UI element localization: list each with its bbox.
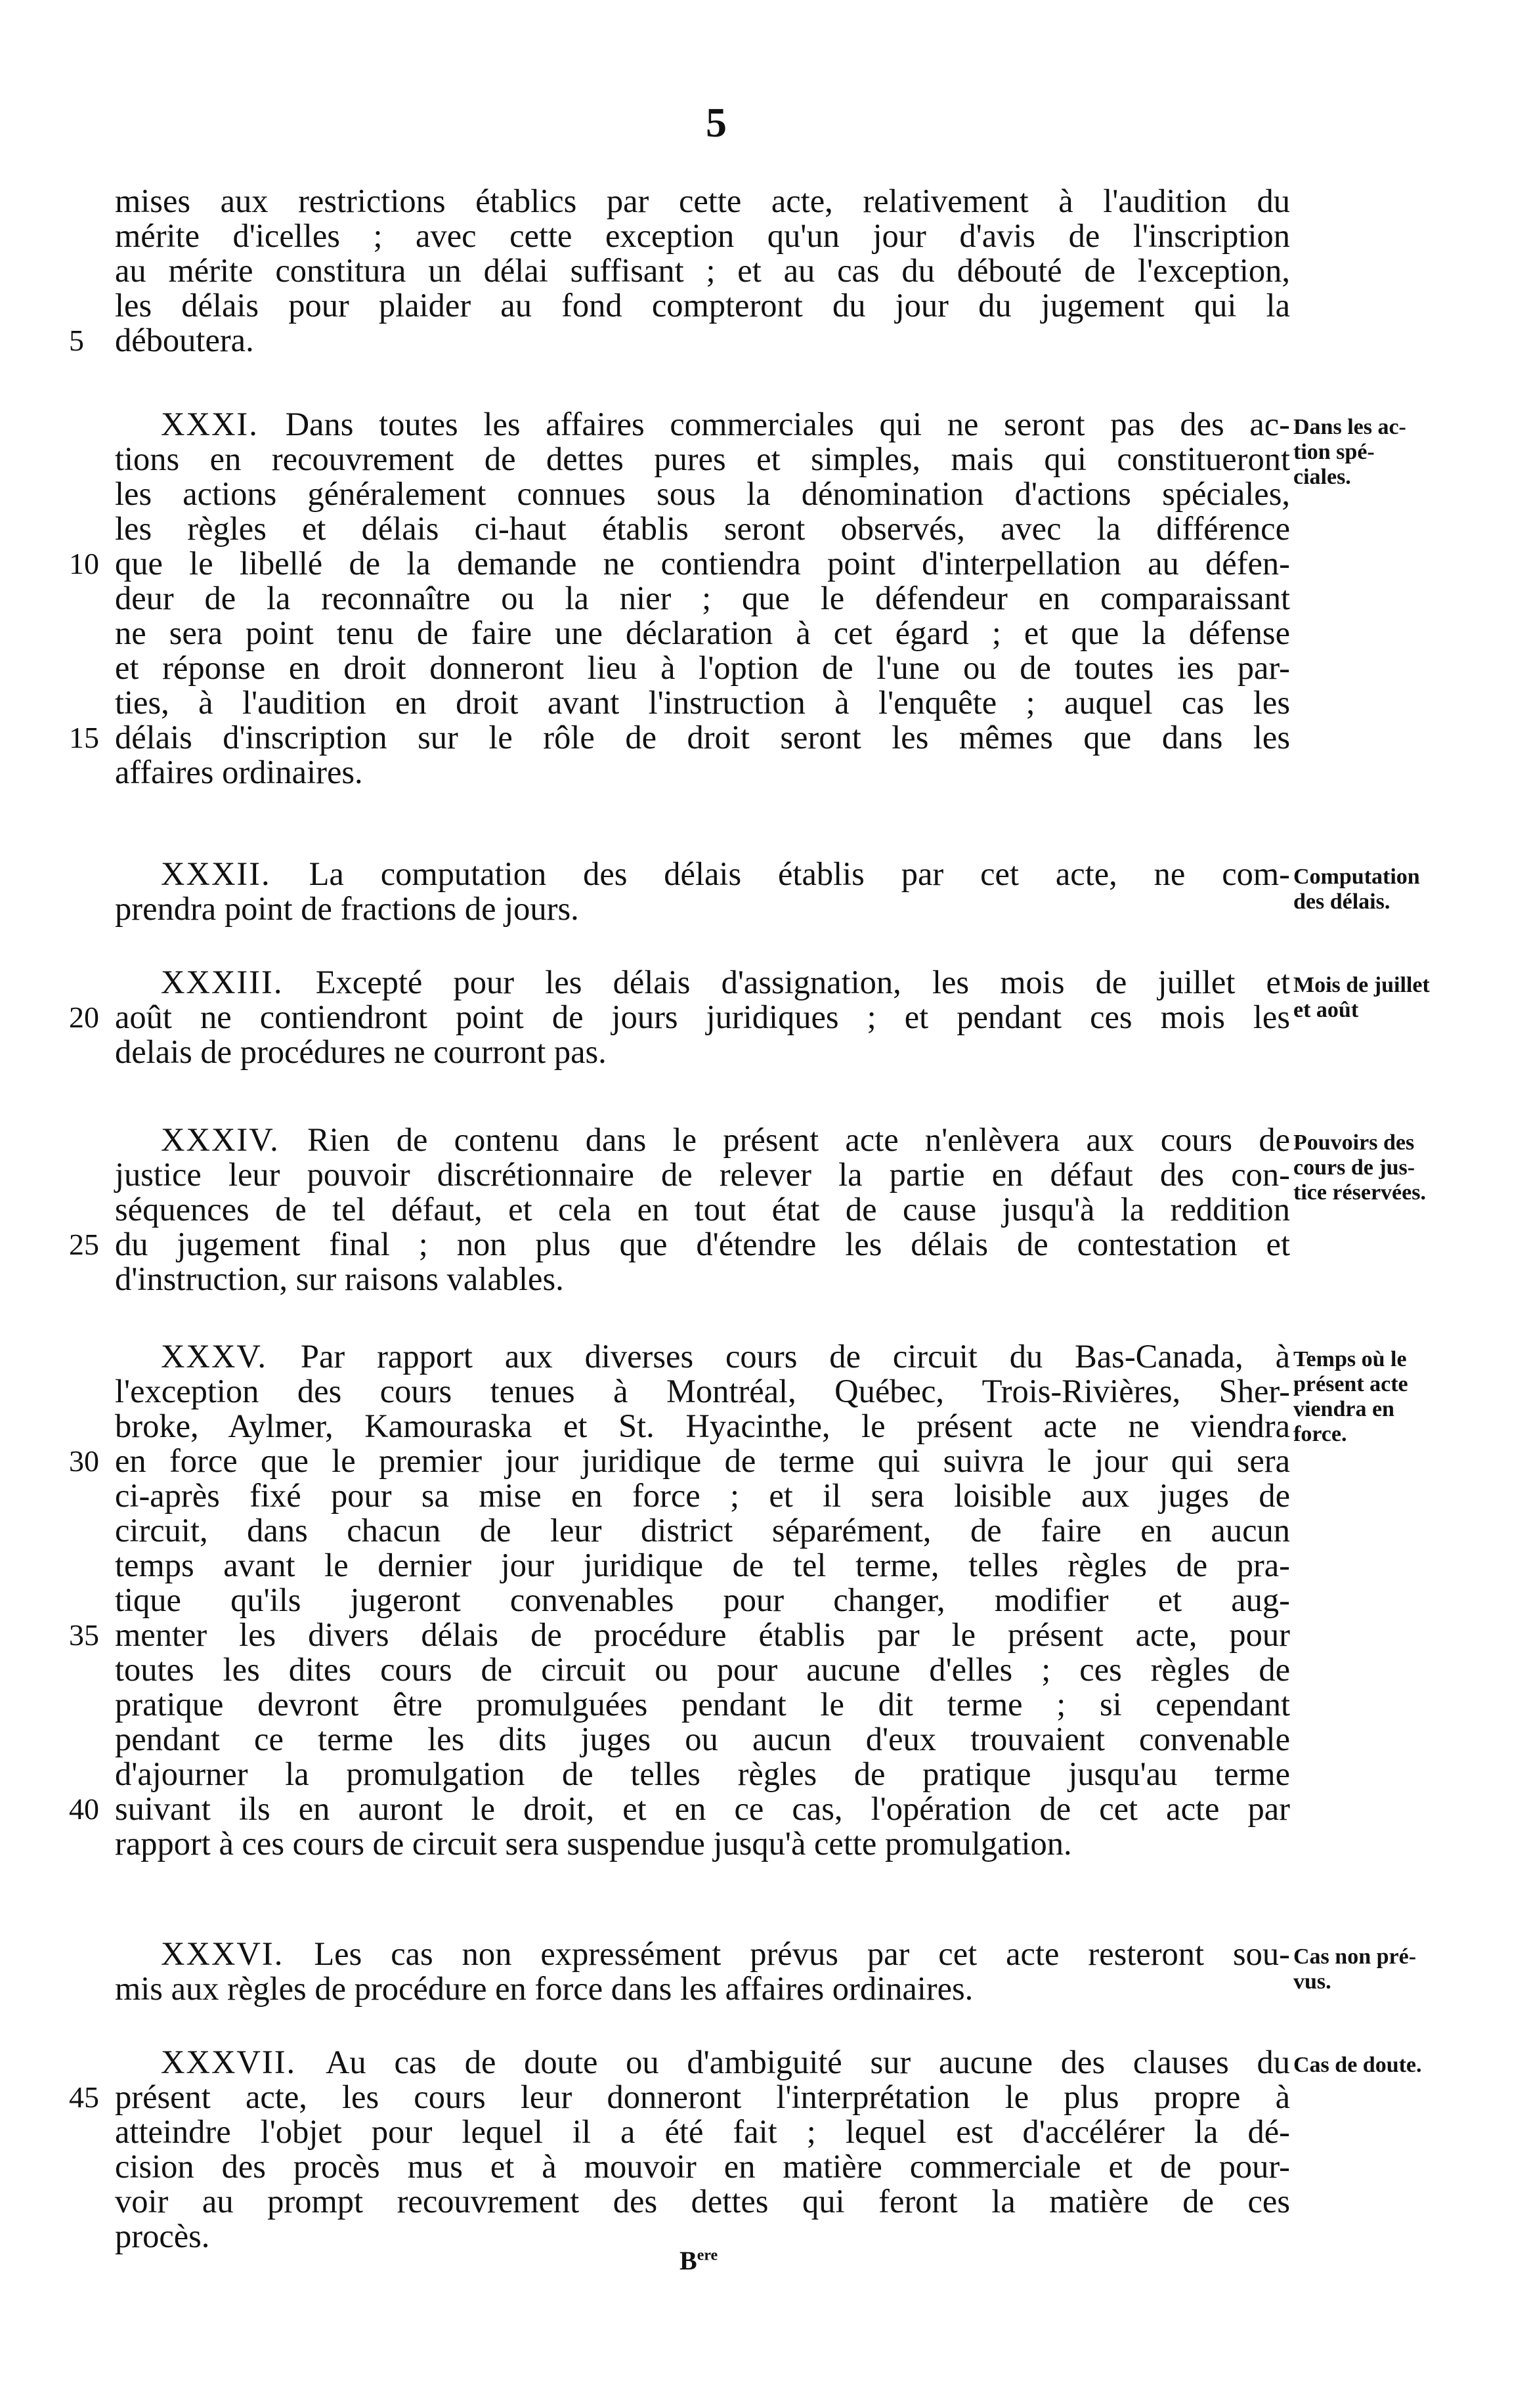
line-number: 25 — [69, 1228, 99, 1261]
margin-note-line: des délais. — [1293, 890, 1391, 914]
line-text: suivant ils en auront le droit, et en ce cas, l'opération de cet acte par — [115, 1790, 1290, 1827]
text-line — [115, 1757, 1290, 1792]
section-xxxvi — [115, 1937, 1290, 2006]
line-text: affaires ordinaires. — [115, 754, 363, 790]
margin-note-line: tion spé- — [1293, 440, 1375, 464]
text-line — [115, 755, 1290, 790]
line-number: 10 — [69, 547, 99, 580]
text-line — [69, 322, 1290, 358]
line-text: au mérite constitura un délai suffisant ; et au cas du débouté de l'exception, — [115, 252, 1290, 289]
margin-note-line: force. — [1293, 1422, 1347, 1446]
text-line — [115, 253, 1290, 288]
line-text: cision des procès mus et à mouvoir en matière commerciale et de pour- — [115, 2148, 1290, 2185]
section-xxxv — [69, 1338, 1291, 1862]
text-line — [115, 1722, 1290, 1757]
text-line — [115, 1652, 1290, 1687]
section-xxxii — [115, 857, 1290, 926]
margin-note-line: Dans les ac- — [1293, 415, 1406, 439]
margin-note-line: présent acte — [1293, 1372, 1408, 1396]
line-text: circuit, dans chacun de leur district séparément, de faire en aucun — [115, 1512, 1290, 1549]
text-line — [115, 1409, 1290, 1444]
margin-note-line: Cas de doute. — [1293, 2053, 1422, 2077]
section-cont — [69, 183, 1290, 358]
page-number: 5 — [706, 99, 727, 146]
margin-note-line: Pouvoirs des — [1293, 1130, 1415, 1155]
text-line — [69, 1226, 1290, 1262]
section-xxxi — [69, 406, 1291, 790]
margin-note-line: viendra en — [1293, 1397, 1394, 1421]
text-line — [115, 1035, 1290, 1069]
line-text: temps avant le dernier jour juridique de tel terme, telles règles de pra- — [115, 1547, 1290, 1583]
line-number: 15 — [69, 721, 99, 754]
line-text: Les cas non expressément prévus par cet acte resteront sou- — [314, 1935, 1290, 1972]
margin-note-xxxi — [1293, 415, 1517, 490]
text-line — [115, 2184, 1290, 2219]
text-line — [115, 1478, 1290, 1513]
line-text: séquences de tel défaut, et cela en tout état de cause jusqu'à la reddition — [115, 1191, 1290, 1228]
margin-note-xxxv — [1293, 1347, 1517, 1447]
line-text: les actions généralement connues sous la dénomination d'actions spéciales, — [115, 475, 1290, 512]
line-text: d'ajourner la promulgation de telles règles de pratique jusqu'au terme — [115, 1755, 1290, 1792]
text-line — [115, 2149, 1290, 2184]
margin-note-line: vus. — [1293, 1969, 1331, 1994]
text-line — [115, 1826, 1290, 1861]
text-line — [115, 581, 1290, 616]
text-line — [115, 1971, 1290, 2006]
text-line — [69, 999, 1290, 1035]
line-number: 40 — [69, 1792, 99, 1826]
line-number: 30 — [69, 1444, 99, 1478]
line-text: menter les divers délais de procédure établis par le présent acte, pour — [115, 1616, 1290, 1653]
section-number: XXXI. — [161, 406, 286, 442]
line-text: Au cas de doute ou d'ambiguité sur aucune des clauses du — [325, 2044, 1291, 2080]
text-line — [69, 2078, 1290, 2115]
text-line — [115, 1937, 1290, 1971]
line-text: et réponse en droit donneront lieu à l'option de l'une ou de toutes ies par- — [115, 649, 1290, 686]
signature-base: B — [679, 2246, 697, 2275]
line-text: atteindre l'objet pour lequel il a été fait ; lequel est d'accélérer la dé- — [115, 2113, 1290, 2150]
section-number: XXXIV. — [161, 1121, 308, 1158]
line-text: délais d'inscription sur le rôle de droit seront les mêmes que dans les — [115, 719, 1290, 756]
margin-note-line: Temps où le — [1293, 1347, 1407, 1371]
line-text: mises aux restrictions établics par cette acte, relativement à l'audition du — [115, 183, 1290, 219]
text-line — [115, 184, 1290, 219]
section-number: XXXVI. — [161, 1935, 314, 1972]
margin-note-xxxvii — [1293, 2053, 1517, 2078]
text-line — [115, 2045, 1290, 2080]
section-number: XXXII. — [161, 855, 309, 892]
line-text: d'instruction, sur raisons valables. — [115, 1260, 564, 1297]
text-line — [115, 965, 1290, 1000]
line-text: mis aux règles de procédure en force dans les affaires ordinaires. — [115, 1970, 974, 2007]
text-line — [69, 719, 1290, 756]
margin-note-line: et août — [1293, 998, 1359, 1022]
line-text: du jugement final ; non plus que d'étendre les délais de contestation et — [115, 1226, 1290, 1262]
line-number: 5 — [69, 324, 84, 357]
line-text: déboutera. — [115, 322, 254, 358]
line-text: l'exception des cours tenues à Montréal, Québec, Trois-Rivières, Sher- — [115, 1373, 1290, 1409]
text-line — [115, 1339, 1290, 1374]
signature-sup: ere — [697, 2247, 718, 2264]
line-text: rapport à ces cours de circuit sera suspendue jusqu'à cette promulgation. — [115, 1825, 1072, 1862]
line-text: Excepté pour les délais d'assignation, les mois de juillet et — [315, 964, 1291, 1000]
line-text: tique qu'ils jugeront convenables pour changer, modifier et aug- — [115, 1581, 1290, 1618]
line-text: deur de la reconnaître ou la nier ; que le défendeur en comparaissant — [115, 580, 1290, 616]
line-number: 35 — [69, 1618, 99, 1652]
section-number: XXXV. — [161, 1338, 301, 1375]
text-line — [115, 511, 1290, 546]
margin-note-line: cours de jus- — [1293, 1155, 1415, 1180]
line-text: pratique devront être promulguées pendant le dit terme ; si cependant — [115, 1686, 1290, 1723]
line-text: présent acte, les cours leur donneront l'interprétation le plus propre à — [115, 2078, 1290, 2115]
text-line — [115, 1192, 1290, 1227]
section-xxxiii — [69, 964, 1291, 1070]
line-text: les délais pour plaider au fond compteront du jour du jugement qui la — [115, 287, 1290, 324]
text-line — [115, 892, 1290, 926]
text-line — [115, 407, 1290, 442]
text-line — [69, 545, 1290, 582]
section-number: XXXIII. — [161, 964, 316, 1000]
text-line — [115, 1513, 1290, 1548]
text-line — [115, 1583, 1290, 1618]
margin-note-line: Mois de juillet — [1293, 973, 1430, 997]
line-text: tions en recouvrement de dettes pures et simples, mais qui constitueront — [115, 441, 1290, 477]
text-line — [115, 685, 1290, 720]
text-line — [115, 1262, 1290, 1297]
line-text: août ne contiendront point de jours juridiques ; et pendant ces mois les — [115, 999, 1290, 1035]
text-line — [115, 1374, 1290, 1409]
margin-note-xxxii — [1293, 865, 1517, 914]
text-line — [115, 1548, 1290, 1583]
line-text: toutes les dites cours de circuit ou pour aucune d'elles ; ces règles de — [115, 1651, 1290, 1688]
text-line — [69, 1790, 1290, 1827]
line-text: voir au prompt recouvrement des dettes qui feront la matière de ces — [115, 2183, 1290, 2220]
line-text: Par rapport aux diverses cours de circuit du Bas-Canada, à — [300, 1338, 1291, 1375]
line-text: mérite d'icelles ; avec cette exception qu'un jour d'avis de l'inscription — [115, 217, 1290, 254]
section-xxxiv — [69, 1121, 1290, 1297]
text-line — [115, 1687, 1290, 1722]
line-text: prendra point de fractions de jours. — [115, 890, 579, 927]
line-text: broke, Aylmer, Kamouraska et St. Hyacinthe, le présent acte ne viendra — [115, 1408, 1290, 1444]
text-line — [115, 616, 1290, 651]
text-line — [115, 288, 1290, 323]
margin-note-xxxiii — [1293, 973, 1517, 1023]
margin-note-xxxvi — [1293, 1945, 1517, 1994]
line-text: que le libellé de la demande ne contiendra point d'interpellation au défen- — [115, 545, 1290, 582]
line-text: La computation des délais établis par cet acte, ne com- — [309, 855, 1291, 892]
line-text: delais de procédures ne courront pas. — [115, 1033, 607, 1070]
line-number: 45 — [69, 2080, 99, 2114]
line-text: ci-après fixé pour sa mise en force ; et il sera loisible aux juges de — [115, 1477, 1290, 1514]
margin-note-line: Cas non pré- — [1293, 1945, 1417, 1969]
text-line — [115, 857, 1290, 892]
margin-note-line: Computation — [1293, 865, 1420, 889]
text-line — [115, 477, 1290, 511]
section-xxxvii — [69, 2044, 1291, 2254]
line-text: ties, à l'audition en droit avant l'instruction à l'enquête ; auquel cas les — [115, 684, 1290, 721]
text-line — [115, 1123, 1290, 1157]
section-number: XXXVII. — [161, 2044, 326, 2080]
margin-note-line: tice réservées. — [1293, 1180, 1426, 1205]
text-line — [115, 1157, 1290, 1192]
text-line — [115, 651, 1290, 685]
text-line — [69, 1616, 1290, 1653]
line-text: Rien de contenu dans le présent acte n'enlèvera aux cours de — [307, 1121, 1290, 1158]
text-line — [115, 2115, 1290, 2149]
line-text: Dans toutes les affaires commerciales qui ne seront pas des ac- — [285, 406, 1291, 442]
text-line — [115, 442, 1290, 477]
line-number: 20 — [69, 1000, 99, 1034]
line-text: ne sera point tenu de faire une déclaration à cet égard ; et que la défense — [115, 614, 1290, 651]
margin-note-xxxiv — [1293, 1130, 1517, 1205]
printer-signature — [679, 2245, 718, 2276]
text-line — [115, 219, 1290, 253]
line-text: en force que le premier jour juridique de terme qui suivra le jour qui sera — [115, 1442, 1290, 1479]
line-text: pendant ce terme les dits juges ou aucun d'eux trouvaient convenable — [115, 1721, 1290, 1757]
line-text: procès. — [115, 2218, 210, 2254]
line-text: justice leur pouvoir discrétionnaire de relever la partie en défaut des con- — [115, 1156, 1290, 1193]
margin-note-line: ciales. — [1293, 465, 1351, 489]
line-text: les règles et délais ci-haut établis seront observés, avec la différence — [115, 510, 1290, 547]
text-line — [69, 1442, 1290, 1479]
